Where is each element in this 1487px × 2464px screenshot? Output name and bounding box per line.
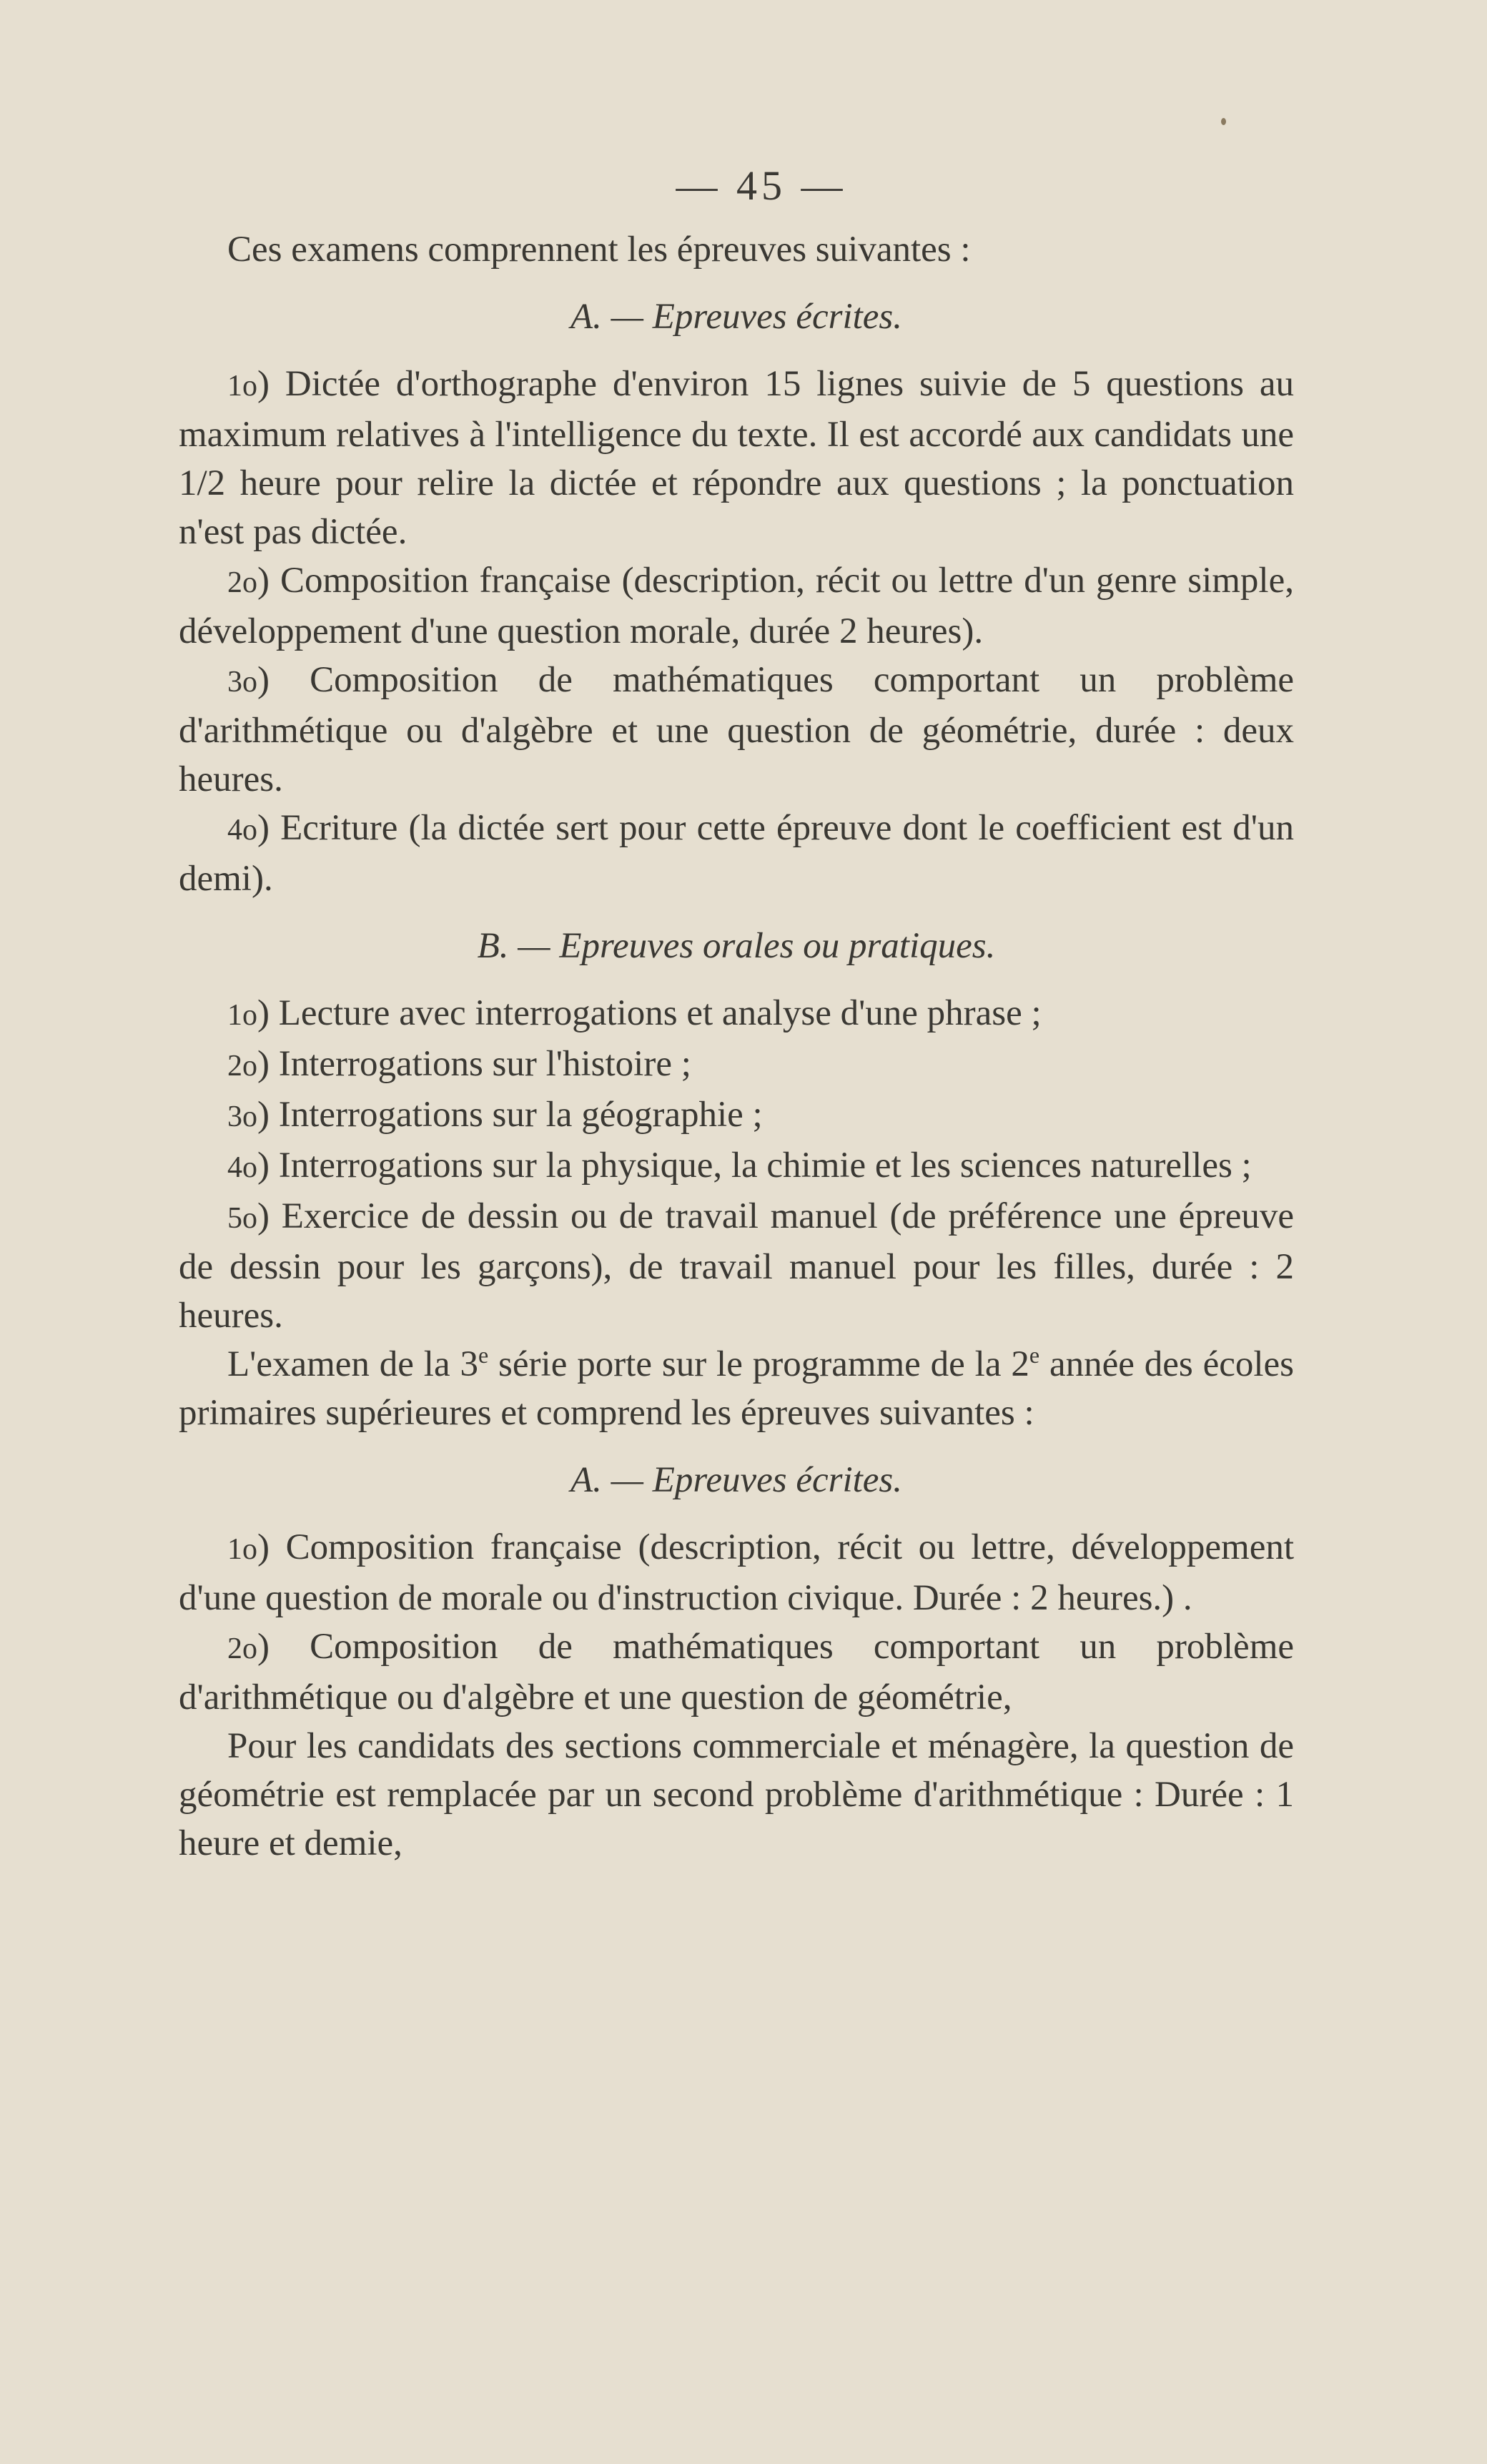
list-item [179, 1192, 1294, 1340]
intro-paragraph: Ces examens comprennent les épreuves suivantes : [227, 229, 971, 270]
item-number: 4o [227, 1150, 257, 1184]
list-item [179, 1523, 1294, 1622]
text-column [179, 161, 1294, 1868]
item-number: 1o [227, 369, 257, 403]
item-number: 5o [227, 1201, 257, 1235]
list-item [179, 989, 1294, 1040]
closing-paragraph: Pour les candidats des sections commerciale et ménagère, la question de géométrie est remplacée par un second problème d'arithmétique : Durée : 1 heure et demie, [179, 1725, 1294, 1863]
serie3-sup-1: e [478, 1341, 489, 1368]
item-text: ) Ecriture (la dictée sert pour cette épreuve dont le coefficient est d'un demi). [179, 807, 1294, 899]
serie3-text-middle: série porte sur le programme de la 2 [488, 1344, 1029, 1384]
serie3-text-after: année des écoles primaires supérieures et comprend les épreuves suivantes : [179, 1344, 1295, 1433]
serie3-text-before: L'examen de la 3 [227, 1344, 478, 1384]
list-item [179, 1141, 1294, 1192]
list-item [179, 556, 1294, 656]
item-text: ) Interrogations sur la physique, la chimie et les sciences naturelles ; [257, 1145, 1252, 1186]
item-text: ) Composition française (description, récit ou lettre d'un genre simple, développement d'une question morale, durée 2 heures). [179, 560, 1294, 651]
item-text: ) Composition de mathématiques comportant un problème d'arithmétique ou d'algèbre et une question de géométrie, durée : deux heures. [179, 659, 1294, 799]
list-item [179, 804, 1294, 903]
section-heading-a-written-second: A. — Epreuves écrites. [570, 1459, 903, 1500]
item-number: 1o [227, 998, 257, 1032]
section-heading-b-oral: B. — Epreuves orales ou pratiques. [477, 925, 996, 966]
item-number: 2o [227, 1632, 257, 1665]
serie3-sup-2: e [1029, 1341, 1040, 1368]
list-item [179, 360, 1294, 556]
list-item [179, 1622, 1294, 1722]
item-text: ) Lecture avec interrogations et analyse d'une phrase ; [257, 992, 1042, 1033]
item-text: ) Interrogations sur l'histoire ; [257, 1043, 691, 1084]
item-number: 3o [227, 665, 257, 699]
serie3-paragraph [179, 1340, 1294, 1437]
item-number: 1o [227, 1532, 257, 1566]
item-number: 2o [227, 1049, 257, 1083]
item-number: 3o [227, 1100, 257, 1133]
item-text: ) Exercice de dessin ou de travail manuel (de préférence une épreuve de dessin pour les garçons), de travail manuel pour les filles, durée : 2 heures. [179, 1196, 1294, 1336]
list-item [179, 656, 1294, 804]
item-text: ) Interrogations sur la géographie ; [257, 1094, 763, 1135]
list-item [179, 1040, 1294, 1090]
section-heading-a-written: A. — Epreuves écrites. [570, 296, 903, 337]
list-item [179, 1090, 1294, 1141]
page-number: — 45 — [676, 162, 847, 209]
item-text: ) Composition de mathématiques comportant un problème d'arithmétique ou d'algèbre et une question de géométrie, [179, 1626, 1294, 1718]
paper-speck [1221, 118, 1226, 125]
item-text: ) Composition française (description, récit ou lettre, développement d'une question de morale ou d'instruction civique. Durée : 2 heures.) . [179, 1527, 1294, 1618]
item-number: 2o [227, 566, 257, 599]
item-text: ) Dictée d'orthographe d'environ 15 lignes suivie de 5 questions au maximum relatives à l'intelligence du texte. Il est accordé aux candidats une 1/2 heure pour relire la dictée et répondre aux questions ; la ponctuation n'est pas dictée. [179, 363, 1294, 552]
item-number: 4o [227, 813, 257, 847]
